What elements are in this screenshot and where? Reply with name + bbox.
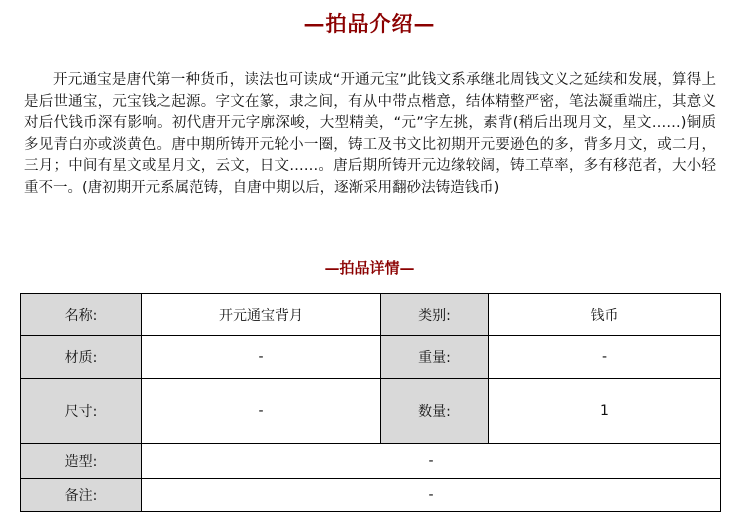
intro-section-title: —拍品介绍— bbox=[303, 11, 436, 36]
name-value: 开元通宝背月 bbox=[142, 294, 381, 336]
size-value: - bbox=[142, 379, 381, 444]
material-value: - bbox=[142, 336, 381, 379]
notes-label: 备注: bbox=[21, 479, 142, 512]
weight-label: 重量: bbox=[381, 336, 489, 379]
table-row bbox=[21, 294, 721, 336]
table-row bbox=[21, 444, 721, 479]
table-row bbox=[21, 336, 721, 379]
table-row bbox=[21, 379, 721, 444]
shape-value: - bbox=[142, 444, 721, 479]
table-row bbox=[21, 479, 721, 512]
category-label: 类别: bbox=[381, 294, 489, 336]
shape-label: 造型: bbox=[21, 444, 142, 479]
intro-description: 开元通宝是唐代第一种货币，读法也可读成“开通元宝”此钱文系承继北周钱文义之延续和发展，算得上是后世通宝，元宝钱之起源。字文在篆，隶之间，有从中带点楷意，结体精整严密，笔法凝重端庄，其意义对后代钱币深有影响。初代唐开元字廓深峻，大型精美，“元”字左挑，素背(稍后出现月文，星文……)铜质多见青白亦或淡黄色。唐中期所铸开元轮小一圈，铸工及书文比初期开元要逊色的多，背多月文，或二月，三月；中间有星文或星月文，云文，日文……。唐后期所铸开元边缘较阔，铸工草率，多有移范者，大小轻重不一。(唐初期开元系属范铸，自唐中期以后，逐渐采用翻砂法铸造钱币) bbox=[24, 72, 716, 196]
size-label: 尺寸: bbox=[21, 379, 142, 444]
details-section-title: —拍品详情— bbox=[324, 259, 415, 277]
category-value: 钱币 bbox=[489, 294, 721, 336]
weight-value: - bbox=[489, 336, 721, 379]
name-label: 名称: bbox=[21, 294, 142, 336]
notes-value: - bbox=[142, 479, 721, 512]
details-table bbox=[20, 293, 721, 512]
quantity-label: 数量: bbox=[381, 379, 489, 444]
quantity-value: 1 bbox=[489, 379, 721, 444]
material-label: 材质: bbox=[21, 336, 142, 379]
